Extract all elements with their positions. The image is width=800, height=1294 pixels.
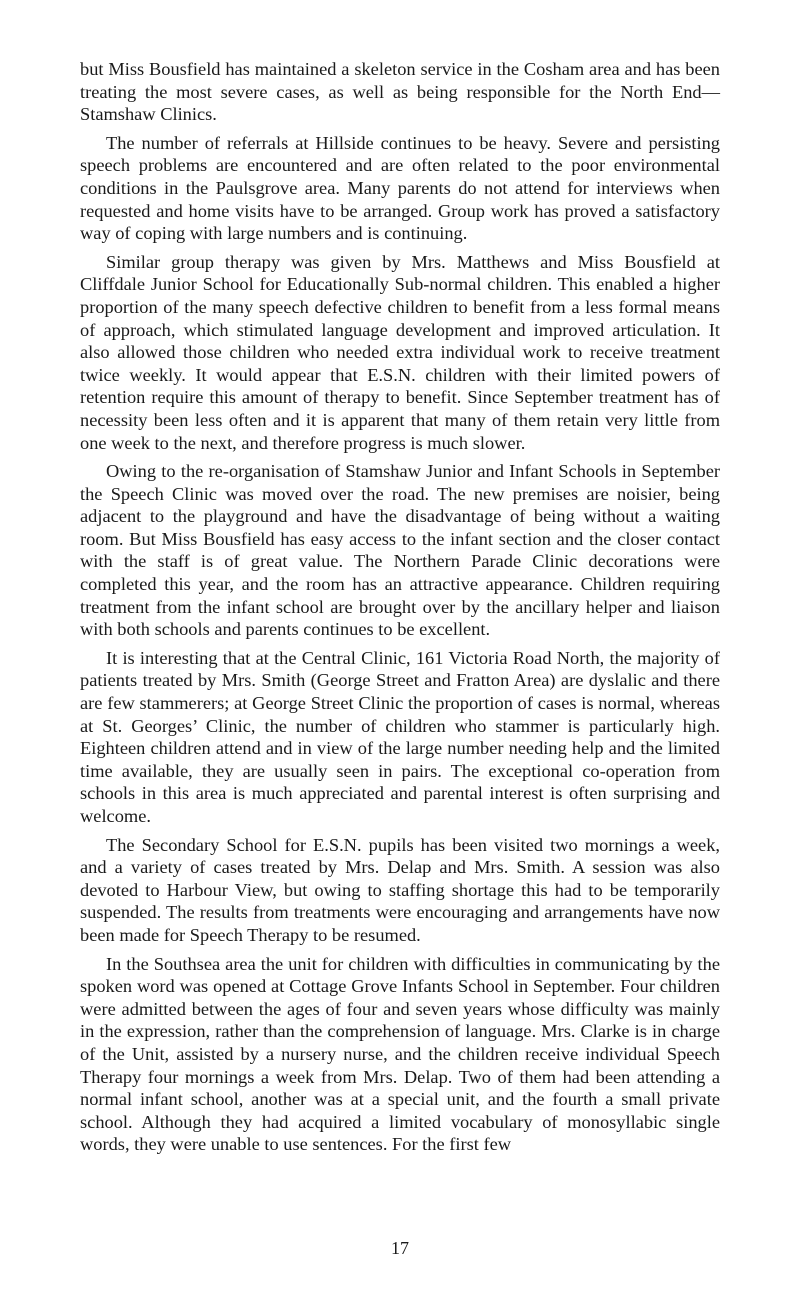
paragraph-7: In the Southsea area the unit for children with difficulties in communicating by the spoken word was opened at Cottage Grove Infants School in September. Four children were admitted between the ages of four and seven years whose difficulty was mainly in the expression, rather than the comprehension of language. Mrs. Clarke is in charge of the Unit, assisted by a nursery nurse, and the children receive individual Speech Therapy four mornings a week from Mrs. Delap. Two of them had been attending a normal infant school, another was at a special unit, and the fourth a small private school. Although they had acquired a limited vocabulary of monosyllabic single words, they were unable to use sentences. For the first few: [80, 953, 720, 1155]
paragraph-1: but Miss Bousfield has maintained a skeleton service in the Cosham area and has been treating the most severe cases, as well as being responsible for the North End—Stamshaw Clinics.: [80, 59, 720, 125]
document-page: [80, 58, 720, 1162]
paragraph-5: It is interesting that at the Central Clinic, 161 Victoria Road North, the majority of patients treated by Mrs. Smith (George Street and Fratton Area) are dyslalic and there are few stammerers; at George Street Clinic the proportion of cases is normal, whereas at St. Georges’ Clinic, the number of children who stammer is particularly high. Eighteen children attend and in view of the large number needing help and the limited time available, they are usually seen in pairs. The exceptional co-operation from schools in this area is much appreciated and parental interest is often surprising and welcome.: [80, 647, 720, 826]
paragraph-6: The Secondary School for E.S.N. pupils has been visited two mornings a week, and a variety of cases treated by Mrs. Delap and Mrs. Smith. A session was also devoted to Harbour View, but owing to staffing shortage this had to be temporarily suspended. The results from treatments were encouraging and arrangements have now been made for Speech Therapy to be resumed.: [80, 834, 720, 945]
paragraph-4: Owing to the re-organisation of Stamshaw Junior and Infant Schools in September the Speech Clinic was moved over the road. The new premises are noisier, being adjacent to the playground and have the disadvantage of being without a waiting room. But Miss Bousfield has easy access to the infant section and the closer contact with the staff is of great value. The Northern Parade Clinic decorations were completed this year, and the room has an attractive appearance. Children requiring treatment from the infant school are brought over by the ancillary helper and liaison with both schools and parents continues to be excellent.: [80, 461, 720, 640]
paragraph-3: Similar group therapy was given by Mrs. Matthews and Miss Bousfield at Cliffdale Junior School for Educationally Sub-normal children. This enabled a higher proportion of the many speech defective children to benefit from a less formal means of approach, which stimulated language development and improved articulation. It also allowed those children who needed extra individual work to receive treatment twice weekly. It would appear that E.S.N. children with their limited powers of retention require this amount of therapy to benefit. Since September treatment has of necessity been less often and it is apparent that many of them retain very little from one week to the next, and therefore progress is much slower.: [80, 251, 720, 453]
page-number: 17: [391, 1238, 409, 1258]
paragraph-2: The number of referrals at Hillside continues to be heavy. Severe and persisting speech problems are encountered and are often related to the poor environmental conditions in the Paulsgrove area. Many parents do not attend for interviews when requested and home visits have to be arranged. Group work has proved a satisfactory way of coping with large numbers and is continuing.: [80, 132, 720, 244]
